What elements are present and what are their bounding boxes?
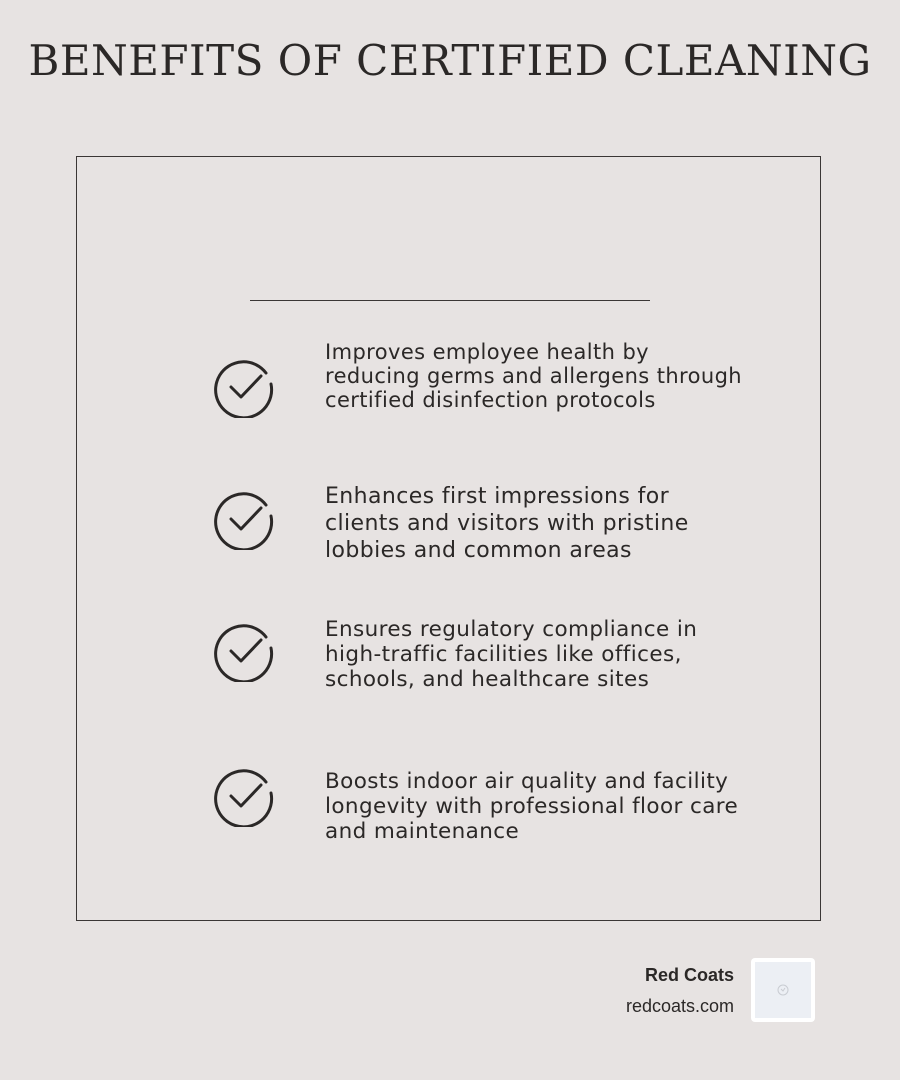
logo-icon [755, 962, 811, 1018]
brand-url[interactable]: redcoats.com [625, 996, 734, 1016]
brand-logo [751, 958, 815, 1022]
brand-name: Red Coats [644, 965, 734, 985]
benefit-text: Enhances first impressions for clients and visitors with pristine lobbies and common areas [325, 484, 689, 563]
check-circle-icon [213, 620, 275, 682]
check-circle-icon [213, 356, 275, 418]
benefit-text: Ensures regulatory compliance in high-traffic facilities like offices, schools, and healthcare sites [325, 617, 698, 692]
check-circle-icon [213, 765, 275, 827]
page-title: BENEFITS OF CERTIFIED CLEANING [28, 36, 872, 85]
card-divider [250, 300, 650, 301]
benefit-text: Improves employee health by reducing germs and allergens through certified disinfection protocols [325, 340, 743, 412]
benefit-text: Boosts indoor air quality and facility longevity with professional floor care and maintenance [325, 769, 739, 844]
check-circle-icon [213, 488, 275, 550]
logo-mark-icon [776, 983, 790, 997]
